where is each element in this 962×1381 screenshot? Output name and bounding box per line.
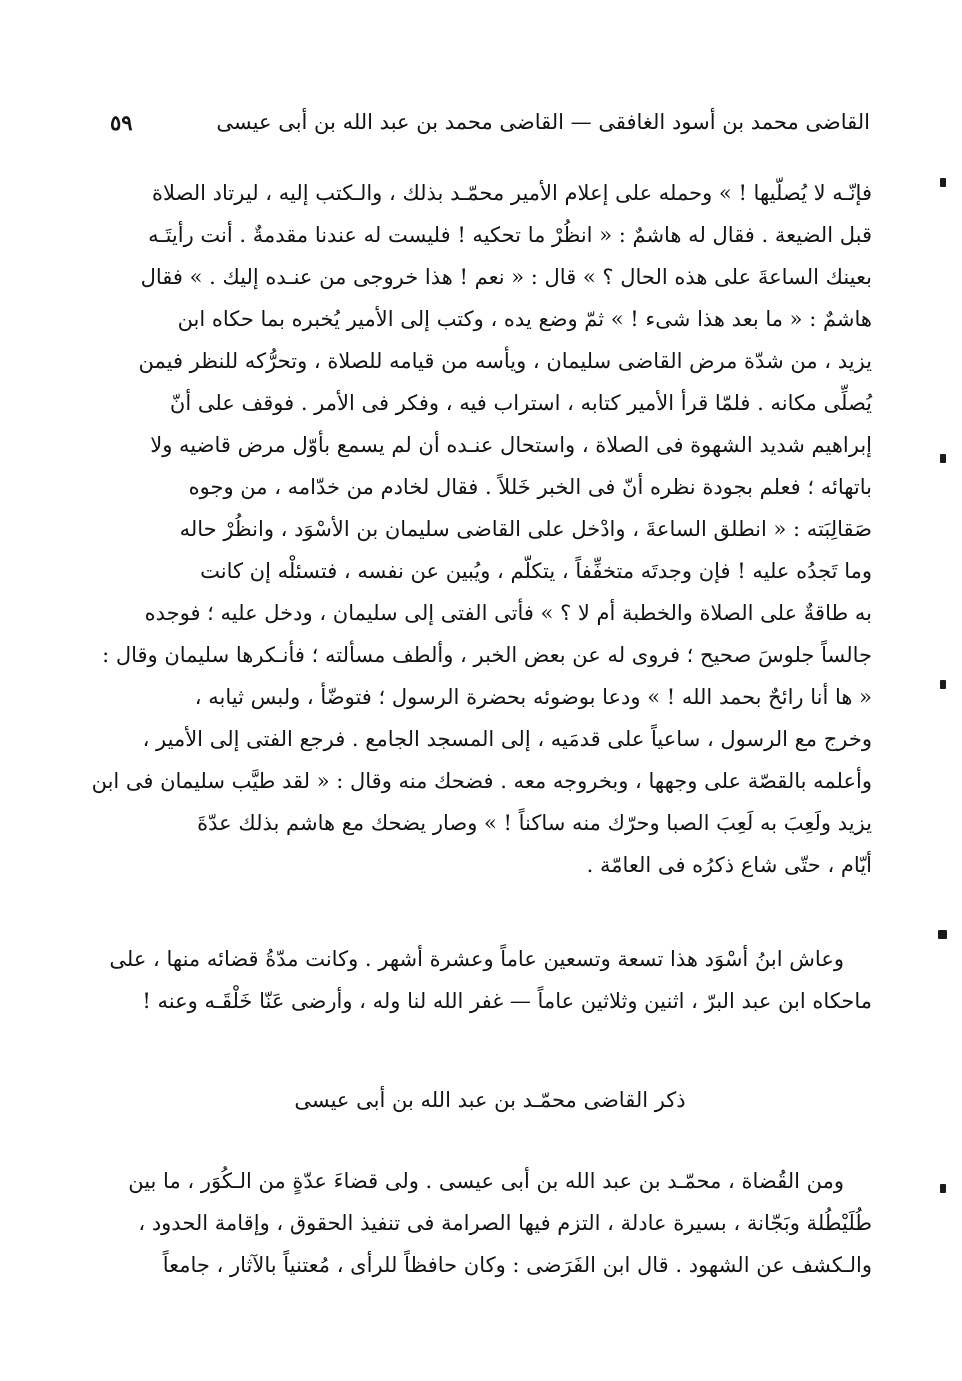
paragraph-lifespan (108, 938, 872, 1022)
text-line: وما تَجدُه عليه ! فإن وجدتَه متخفِّفاً ، يتكلّم ، ويُبين عن نفسه ، فتسئلْه إن كانت (200, 559, 872, 583)
margin-mark (940, 454, 946, 463)
text-line: طُلَيْطُلة وبَجّانة ، بسيرة عادلة ، التزم فيها الصرامة فى تنفيذ الحقوق ، وإقامة الحدود ، (138, 1211, 872, 1235)
text-line: « ها أنا رائحٌ بحمد الله ! » ودعا بوضوئه بحضرة الرسول ؛ فتوضّأ ، ولبس ثيابه ، (194, 685, 872, 709)
running-header-title: القاضى محمد بن أسود الغافقى — القاضى محمد بن عبد الله بن أبى عيسى (216, 110, 870, 134)
text-line: يزيد ولَعِبَ به لَعِبَ الصبا وحرّك منه ساكناً ! » وصار يضحك مع هاشم بذلك عدّةَ (197, 811, 872, 835)
text-line: وعاش ابنُ أسْوَد هذا تسعة وتسعين عاماً وعشرة أشهر . وكانت مدّةُ قضائه منها ، على (109, 947, 844, 971)
text-line: ومن القُضاة ، محمّـد بن عبد الله بن أبى عيسى . ولى قضاءَ عدّةٍ من الـكُوَر ، ما بين (128, 1169, 844, 1193)
paragraph-biography (108, 1160, 872, 1286)
section-heading: ذكر القاضى محمّـد بن عبد الله بن أبى عيسى (294, 1088, 686, 1112)
paragraph-narrative (91, 172, 872, 886)
text-line: والـكشف عن الشهود . قال ابن الفَرَضى : وكان حافظاً للرأى ، مُعتنياً بالآثار ، جامعاً (162, 1253, 872, 1277)
text-line: هاشمٌ : « ما بعد هذا شىء ! » ثمّ وضع يده ، وكتب إلى الأمير يُخبره بما حكاه ابن (177, 307, 872, 331)
text-line: أيّام ، حتّى شاع ذكرُه فى العامّة . (586, 853, 872, 877)
text-line: وأعلمه بالقصّة على وجهها ، وبخروجه معه . فضحك منه وقال : « لقد طيَّب سليمان فى ابن (91, 769, 872, 793)
margin-mark (938, 930, 947, 939)
text-line: قبل الضيعة . فقال له هاشمٌ : « انظُرْ ما تحكيه ! فليست له عندنا مقدمةٌ . أنت رأيتَـه (148, 223, 872, 247)
text-line: جالساً جلوسَ صحيح ؛ فروى له عن بعض الخبر ، وألطف مسألته ؛ فأنـكرها سليمان وقال : (102, 643, 872, 667)
text-line: باتهائه ؛ فعلم بجودة نظره أنّ فى الخبر خَللاً . فقال لخادم من خدّامه ، من وجوه (188, 475, 872, 499)
text-line: وخرج مع الرسول ، ساعياً على قدمَيه ، إلى المسجد الجامع . فرجع الفتى إلى الأمير ، (142, 727, 872, 751)
margin-mark (940, 680, 946, 689)
running-header (110, 110, 870, 150)
text-line: صَقالِبَته : « انطلق الساعةَ ، وادْخل على القاضى سليمان بن الأسْوَد ، وانظُرْ حاله (179, 517, 872, 541)
margin-mark (940, 178, 946, 187)
text-line: يزيد ، من شدّة مرض القاضى سليمان ، ويأسه من قيامه للصلاة ، وتحرُّكه للنظر فيمن (138, 349, 872, 373)
page-number: ٥٩ (110, 110, 133, 135)
margin-mark (940, 1184, 946, 1193)
text-line: به طاقةٌ على الصلاة والخطبة أم لا ؟ » فأتى الفتى إلى سليمان ، ودخل عليه ؛ فوجده (144, 601, 872, 625)
text-line: بعينك الساعةَ على هذه الحال ؟ » قال : « نعم ! هذا خروجى من عنـده إليك . » فقال (140, 265, 872, 289)
text-line: إبراهيم شديد الشهوة فى الصلاة ، واستحال عنـده أن لم يسمع بأوّل مرض قاضيه ولا (150, 433, 872, 457)
text-line: ماحكاه ابن عبد البرّ ، اثنين وثلاثين عاماً — غفر الله لنا وله ، وأرضى عَنّا خَلْقَـه وعنه ! (142, 989, 872, 1013)
text-line: فإنّـه لا يُصلّيها ! » وحمله على إعلام الأمير محمّـد بذلك ، والـكتب إليه ، ليرتاد الصلاة (152, 181, 872, 205)
text-line: يُصلِّى مكانه . فلمّا قرأ الأمير كتابه ، استراب فيه ، وفكر فى الأمر . فوقف على أنّ (169, 391, 872, 415)
